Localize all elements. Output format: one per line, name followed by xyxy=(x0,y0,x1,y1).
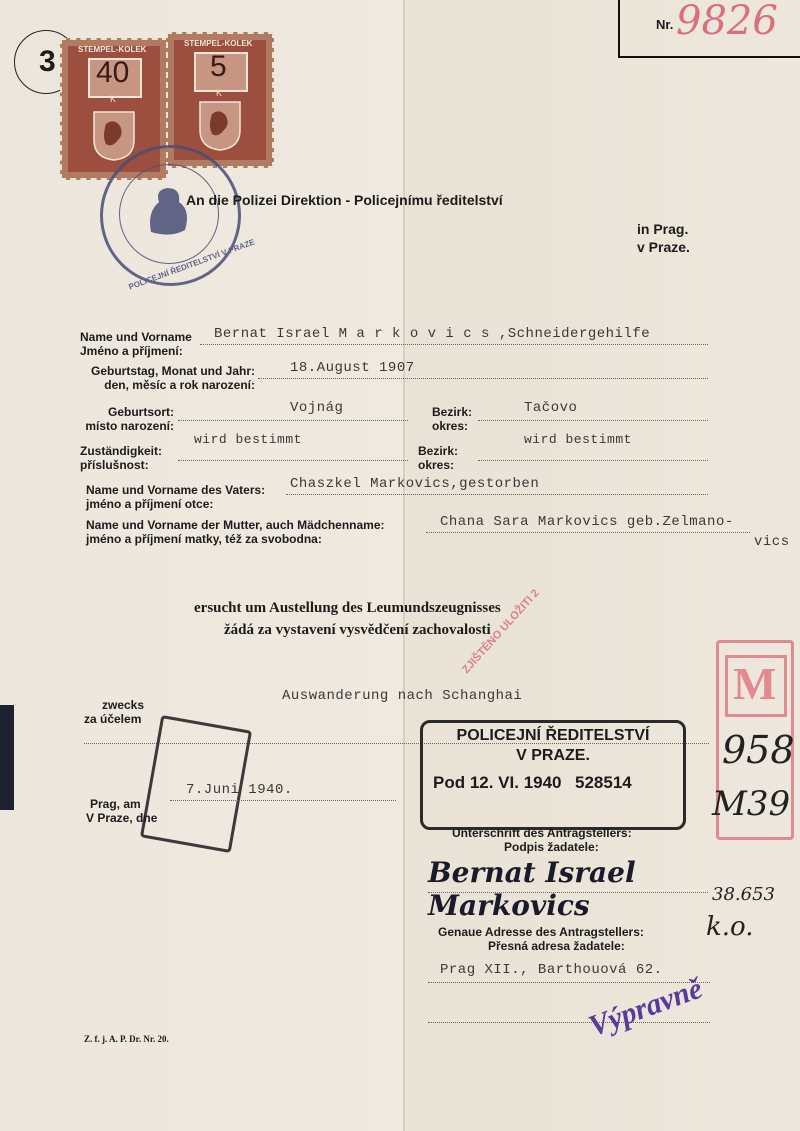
signature-value: Bernat Israel Markovics xyxy=(428,856,636,922)
police-received-date: Pod 12. VI. 1940 xyxy=(433,773,562,792)
address-label-de: Genaue Adresse des Antragstellers: xyxy=(438,925,644,939)
hand-mark: k.o. xyxy=(706,912,754,942)
revenue-stamp-5-unit: K xyxy=(216,88,223,98)
birthplace-label: Geburtsort: místo narození: xyxy=(85,405,174,433)
corner-number: 3 xyxy=(39,45,56,78)
vypravne-stamp: Výpravně xyxy=(584,971,707,1044)
city-de: in Prag. xyxy=(637,221,689,237)
date-label: Prag, am V Praze, dne xyxy=(86,797,158,825)
addressee: An die Polizei Direktion - Policejnímu ředitelství xyxy=(186,192,503,208)
domicile-district-label: Bezirk: okres: xyxy=(418,444,459,472)
request-cz: žádá za vystavení vysvědčení zachovalosti xyxy=(224,622,491,638)
revenue-stamp-40-unit: K xyxy=(110,94,117,104)
mother-value-line2: vics xyxy=(754,534,790,550)
lion-emblem-icon xyxy=(141,182,197,242)
request-de: ersucht um Austellung des Leumundszeugnisses xyxy=(194,600,501,616)
birthplace-value: Vojnág xyxy=(290,400,344,416)
birthdate-value: 18.August 1907 xyxy=(290,360,415,376)
domicile-district-value: wird bestimmt xyxy=(524,432,632,447)
purpose-value: Auswanderung nach Schanghai xyxy=(282,688,523,704)
birthdate-label: Geburtstag, Monat und Jahr: den, měsíc a rok narození: xyxy=(90,364,255,392)
edge-tab xyxy=(0,705,14,810)
hand-number-m39: M39 xyxy=(712,784,791,824)
pink-m-letter: M xyxy=(733,658,777,709)
police-received-line2: V PRAZE. xyxy=(516,747,590,764)
name-label: Name und Vorname Jméno a příjmení: xyxy=(80,330,192,358)
police-round-seal-text: POLICEJNÍ ŘEDITELSTVÍ V PRAZE xyxy=(127,237,256,292)
red-diagonal-stamp: ZJIŠTĚNO ULOŽITI 2 xyxy=(460,587,542,677)
number-label: Nr. xyxy=(656,17,674,32)
mother-label: Name und Vorname der Mutter, auch Mädchenname: jméno a příjmení matky, též za svobodna: xyxy=(86,518,385,546)
lion-crest-icon xyxy=(90,110,138,162)
number-value: 9826 xyxy=(676,0,778,44)
purpose-label: zwecks za účelem xyxy=(84,698,145,726)
birthplace-district-value: Tačovo xyxy=(524,400,578,416)
number-box xyxy=(618,0,800,58)
lion-crest-icon xyxy=(196,100,244,152)
police-received-stamp xyxy=(420,720,686,830)
father-value: Chaszkel Markovics,gestorben xyxy=(290,476,540,492)
address-value: Prag XII., Barthouová 62. xyxy=(440,962,663,978)
hand-number-38653: 38.653 xyxy=(712,884,775,905)
name-value: Bernat Israel M a r k o v i c s ,Schneidergehilfe xyxy=(214,326,651,342)
hand-number-958: 958 xyxy=(722,728,795,772)
revenue-stamp-40-header: STEMPEL-KOLEK xyxy=(78,45,147,54)
signature-label-cz: Podpis žadatele: xyxy=(504,840,599,854)
domicile-value: wird bestimmt xyxy=(194,432,302,447)
address-label-cz: Přesná adresa žadatele: xyxy=(488,939,625,953)
signature-label-de: Unterschrift des Antragstellers: xyxy=(452,826,632,840)
domicile-label: Zuständigkeit: příslušnost: xyxy=(80,444,163,472)
date-value: 7.Juni 1940. xyxy=(186,782,293,798)
police-round-seal xyxy=(100,145,256,292)
city-cz: v Praze. xyxy=(637,239,690,255)
father-label: Name und Vorname des Vaters: jméno a příjmení otce: xyxy=(86,483,266,511)
footer-code: Z. f. j. A. P. Dr. Nr. 20. xyxy=(84,1034,169,1044)
page-fold xyxy=(403,0,405,1131)
police-received-line1: POLICEJNÍ ŘEDITELSTVÍ xyxy=(456,727,650,744)
revenue-stamp-5-header: STEMPEL-KOLEK xyxy=(184,39,253,48)
mother-value-line1: Chana Sara Markovics geb.Zelmano- xyxy=(440,514,734,530)
birthplace-district-label: Bezirk: okres: xyxy=(432,405,473,433)
police-received-number: 528514 xyxy=(575,773,632,792)
revenue-stamp-40-value: 40 xyxy=(96,56,130,89)
revenue-stamp-5-value: 5 xyxy=(210,50,227,83)
